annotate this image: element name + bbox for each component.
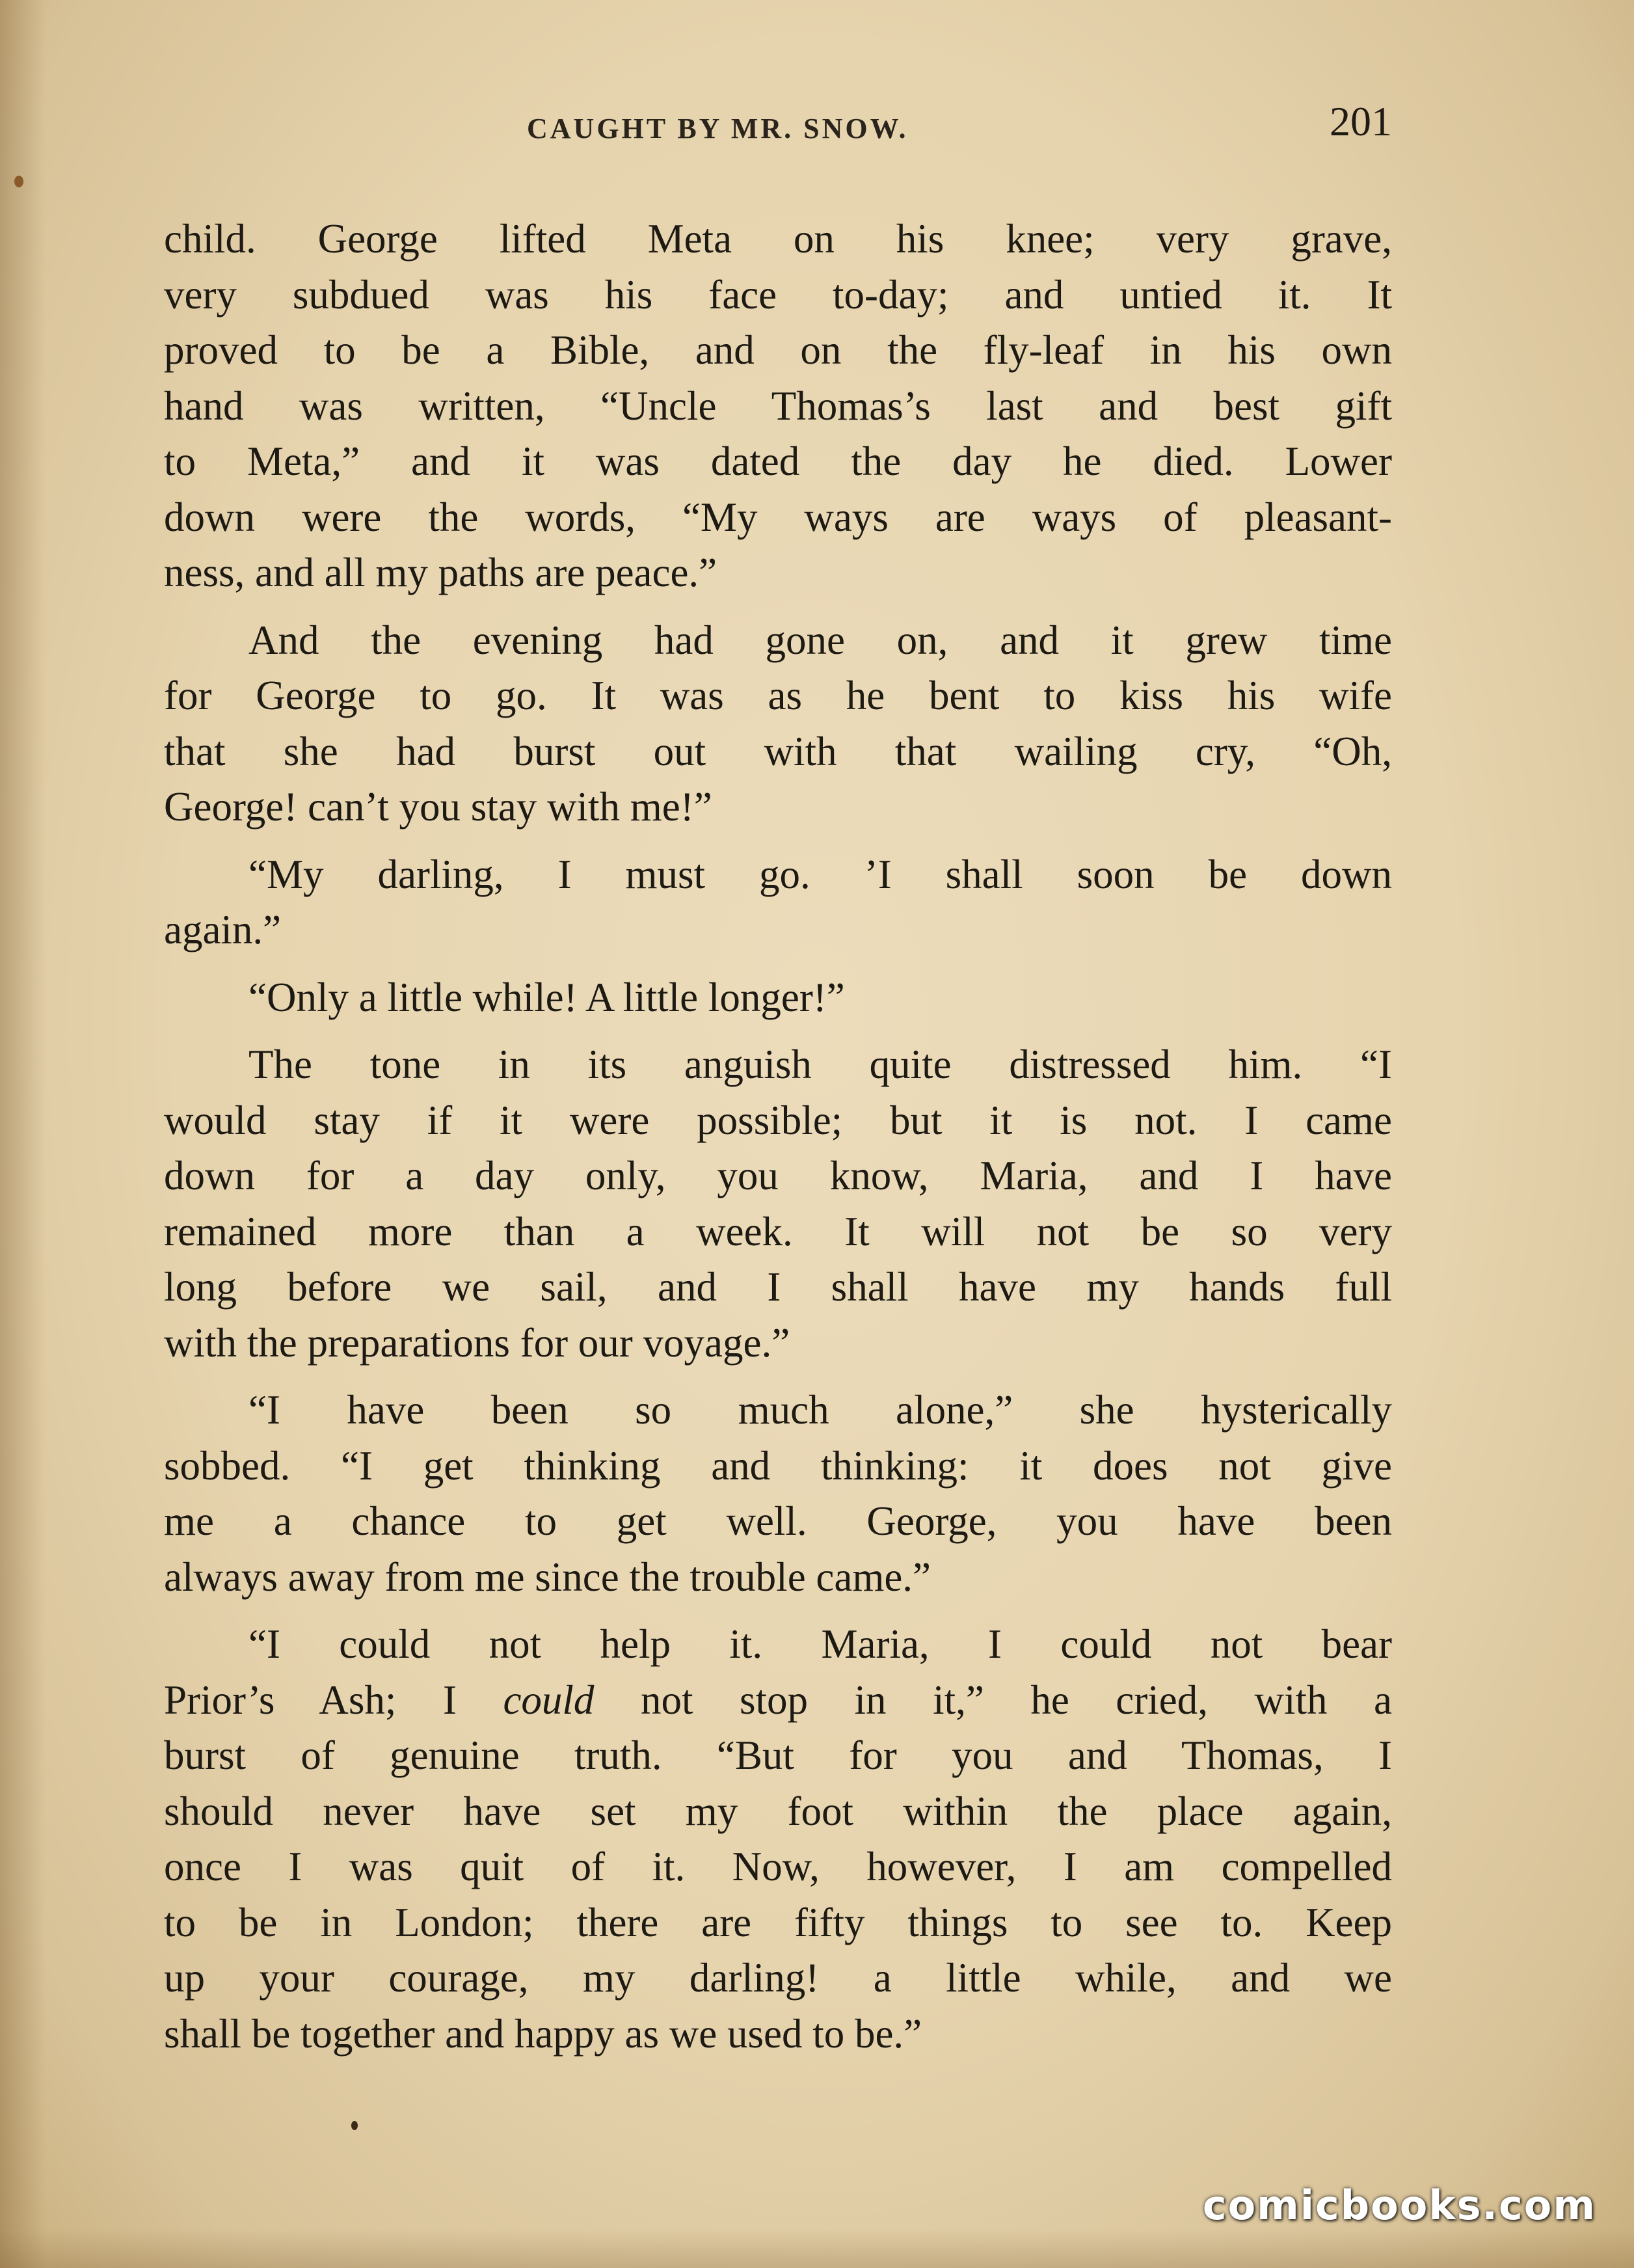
page-number: 201 (1330, 98, 1392, 144)
text-line: “I could not help it. Maria, I could not bear (248, 1621, 1392, 1667)
paper-stain (14, 176, 23, 187)
text-line: proved to be a Bible, and on the fly-leaf in his own (164, 327, 1392, 373)
paragraph (164, 970, 1392, 1026)
text-line: ness, and all my paths are peace.” (164, 550, 717, 595)
text-line: to Meta,” and it was dated the day he died. Lower (164, 439, 1392, 484)
text-line: once I was quit of it. Now, however, I am compelled (164, 1844, 1392, 1889)
text-line: that she had burst out with that wailing cry, “Oh, (164, 728, 1392, 774)
text-line: George! can’t you stay with me!” (164, 784, 712, 830)
text-line: “Only a little while! A little longer!” (248, 974, 845, 1020)
text-line: to be in London; there are fifty things to see to. Keep (164, 1899, 1392, 1945)
text-line: me a chance to get well. George, you have been (164, 1498, 1392, 1544)
ink-speck (351, 2121, 358, 2130)
text-line: long before we sail, and I shall have my hands full (164, 1264, 1392, 1310)
paragraph (164, 1383, 1392, 1605)
text-line: always away from me since the trouble came.” (164, 1554, 931, 1600)
text-line: burst of genuine truth. “But for you and Thomas, I (164, 1733, 1392, 1778)
text-line: The tone in its anguish quite distressed him. “I (248, 1042, 1392, 1087)
text-line: again.” (164, 907, 282, 952)
paragraph (164, 1617, 1392, 2062)
text-line: sobbed. “I get thinking and thinking: it does not give (164, 1442, 1392, 1489)
text-line: hand was written, “Uncle Thomas’s last and best gift (164, 383, 1392, 429)
text-line: “I have been so much alone,” she hysterically (248, 1387, 1392, 1433)
page-header (163, 98, 1392, 156)
paragraph (164, 211, 1392, 601)
text-line: with the preparations for our voyage.” (164, 1319, 790, 1366)
text-line: for George to go. It was as he bent to kiss his wife (164, 673, 1392, 718)
body-text (164, 211, 1392, 2073)
text-line: child. George lifted Meta on his knee; very grave, (164, 216, 1392, 262)
text-line: remained more than a week. It will not be so very (164, 1208, 1392, 1254)
text-line: down for a day only, you know, Maria, and I have (164, 1153, 1392, 1198)
paragraph (164, 847, 1392, 958)
text-line: would stay if it were possible; but it is not. I came (164, 1097, 1392, 1143)
text-line: Prior’s Ash; I could not stop in it,” he cried, with a (164, 1677, 1392, 1723)
page-edge-shadow (0, 0, 46, 2268)
text-line: up your courage, my darling! a little while, and we (164, 1955, 1392, 2001)
text-line: And the evening had gone on, and it grew time (248, 617, 1392, 663)
watermark: comicbooks.com (1202, 2181, 1596, 2229)
text-line: shall be together and happy as we used to be.” (164, 2010, 922, 2057)
running-head: CAUGHT BY MR. SNOW. (527, 113, 909, 144)
text-line: “My darling, I must go. ’I shall soon be down (248, 851, 1392, 897)
text-line: down were the words, “My ways are ways of pleasant- (164, 494, 1392, 540)
text-line: very subdued was his face to-day; and untied it. It (164, 271, 1392, 317)
text-line: should never have set my foot within the place again, (164, 1788, 1392, 1834)
page-bottom-shadow (0, 2229, 1634, 2268)
paragraph (164, 1037, 1392, 1371)
paragraph (164, 613, 1392, 835)
